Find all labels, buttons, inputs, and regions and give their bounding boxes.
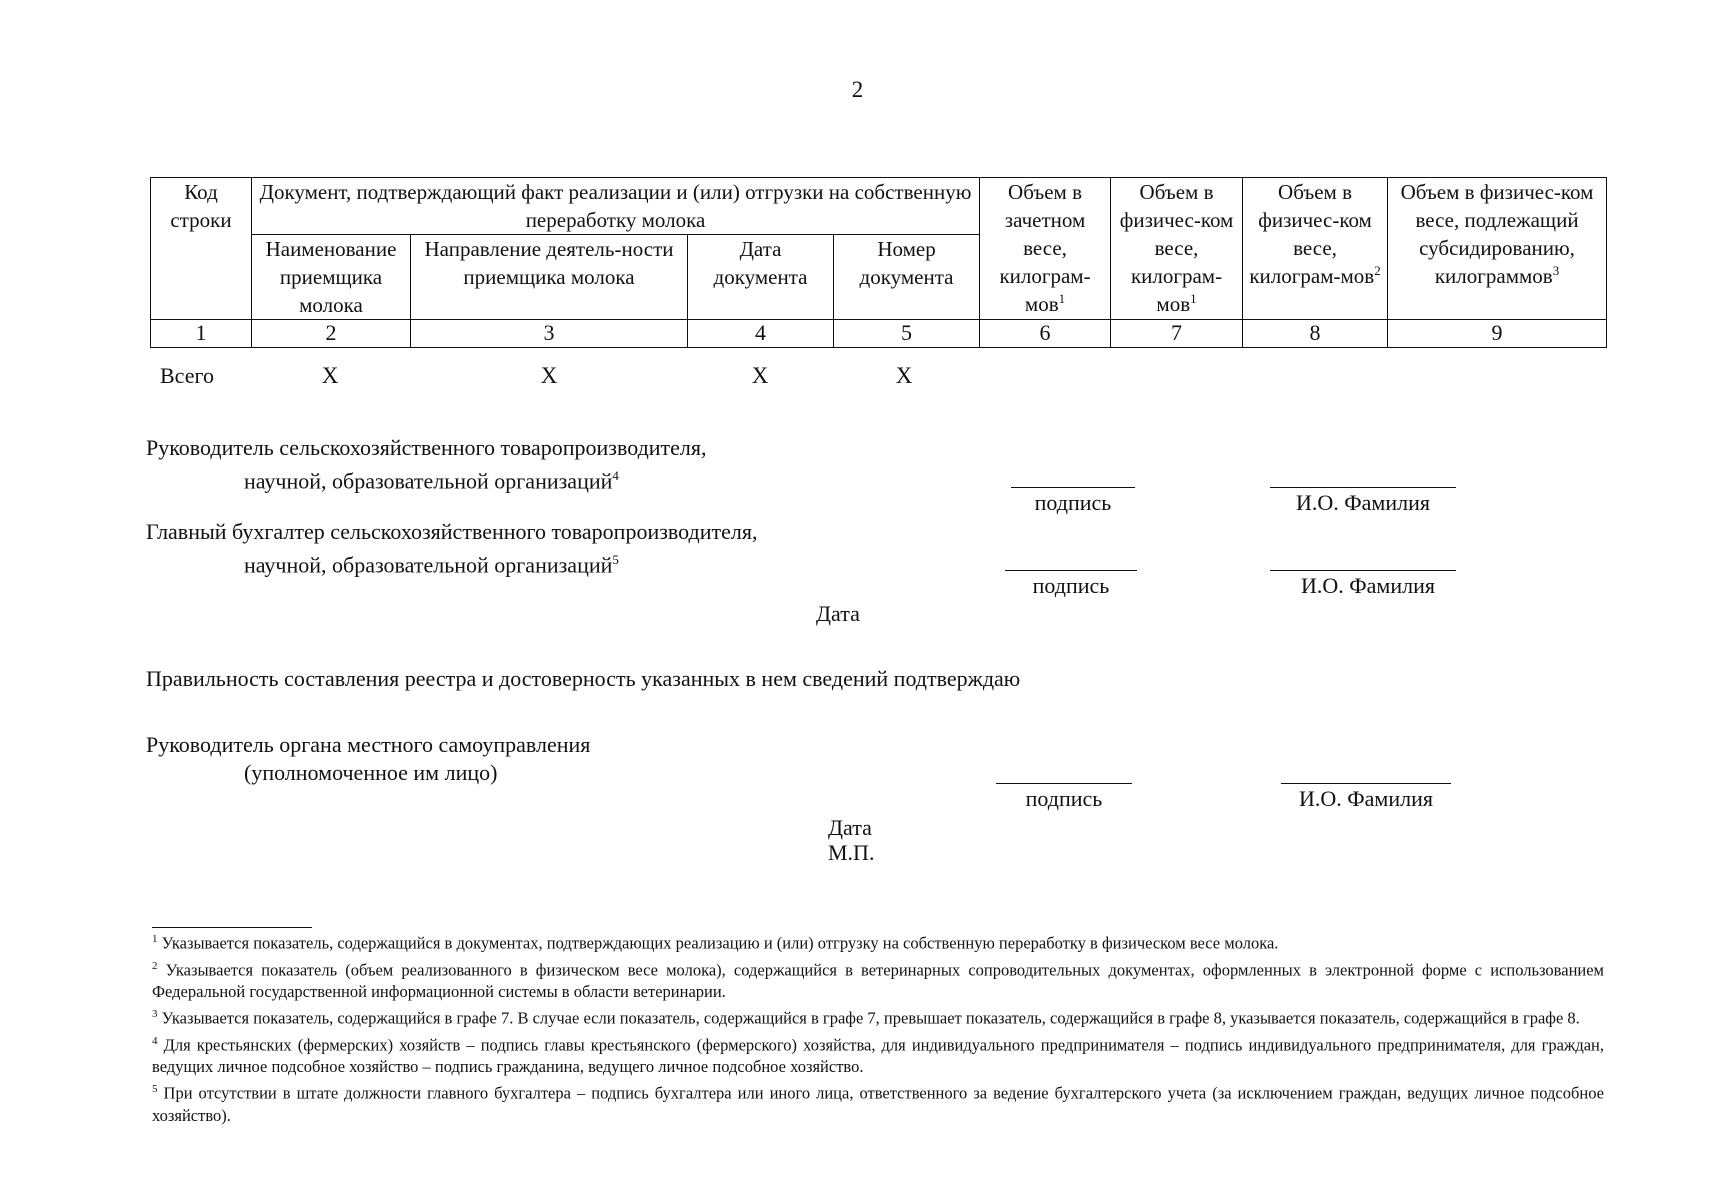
local-gov-date-label: Дата — [828, 815, 872, 840]
accountant-signature-line — [1005, 570, 1137, 571]
col-header-volume-credit: Объем в зачетном весе, килограм-мов$^1$ — [980, 178, 1111, 320]
col-header-code: Код строки — [151, 178, 252, 320]
page-number: 2 — [851, 77, 864, 102]
total-mark: X — [540, 363, 558, 388]
total-label: Всего — [160, 363, 214, 388]
col-header-doc-date: Дата документа — [688, 235, 834, 320]
milk-register-table — [150, 177, 1607, 348]
col-header-buyer-name: Наименование приемщика молока — [252, 235, 411, 320]
column-number: 7 — [1111, 320, 1243, 348]
local-gov-title-line2: (уполномоченное им лицо) — [244, 760, 498, 785]
accountant-name-caption: И.О. Фамилия — [1301, 573, 1435, 598]
head-signature-line — [1011, 487, 1135, 488]
col-header-doc-number: Номер документа — [834, 235, 980, 320]
column-number: 8 — [1243, 320, 1388, 348]
col-header-volume-subsidy: Объем в физичес-ком весе, подлежащий субсидированию, килограммов$^3$ — [1388, 178, 1607, 320]
head-signature-caption: подпись — [1034, 490, 1112, 515]
head-name-caption: И.О. Фамилия — [1296, 490, 1430, 515]
footnote-4: $^4$ Для крестьянских (фермерских) хозяйств – подпись главы крестьянского (фермерского) хозяйства, для индивидуального предпринимателя – подпись индивидуального предпринимателя, для граждан, ведущих личное подсобное хозяйство – подпись гражданина, ведущего личное подсобное хозяйство. — [152, 1034, 1605, 1076]
total-mark: X — [321, 363, 339, 388]
column-number: 6 — [980, 320, 1111, 348]
accountant-title-line1: Главный бухгалтер сельскохозяйственного товаропроизводителя, — [146, 519, 758, 544]
head-title-line2: научной, образовательной организаций$^4$ — [244, 468, 619, 494]
head-name-line — [1270, 487, 1456, 488]
local-gov-title-line1: Руководитель органа местного самоуправления — [146, 732, 591, 757]
total-mark: X — [751, 363, 769, 388]
local-gov-signature-line — [996, 783, 1132, 784]
column-number: 3 — [411, 320, 688, 348]
column-number: 1 — [151, 320, 252, 348]
footnote-1: $^1$ Указывается показатель, содержащийся в документах, подтверждающих реализацию и (или) отгрузку на собственную переработку в физическом весе молока. — [152, 933, 1279, 953]
footnote-5: $^5$ При отсутствии в штате должности главного бухгалтера – подпись бухгалтера или иного лица, ответственного за ведение бухгалтерского учета (за исключением граждан, ведущих личное подсобное хозяйство). — [152, 1083, 1605, 1125]
column-number: 5 — [834, 320, 980, 348]
footnote-2: $^2$ Указывается показатель (объем реализованного в физическом весе молока), содержащийся в ветеринарных сопроводительных документах, оформленных в электронной форме с использованием Федеральной государственной информационной системы в области ветеринарии. — [152, 959, 1604, 1001]
accountant-signature-caption: подпись — [1032, 573, 1110, 598]
col-header-volume-physical-2: Объем в физичес-ком весе, килограм-мов$^2$ — [1243, 178, 1388, 320]
seal-label: М.П. — [828, 840, 875, 865]
local-gov-signature-caption: подпись — [1025, 786, 1103, 811]
total-mark: X — [895, 363, 913, 388]
column-number: 4 — [688, 320, 834, 348]
head-title-line1: Руководитель сельскохозяйственного товаропроизводителя, — [146, 435, 707, 460]
accountant-title-line2: научной, образовательной организаций$^5$ — [244, 552, 619, 578]
footnote-3: $^3$ Указывается показатель, содержащийся в графе 7. В случае если показатель, содержащийся в графе 7, превышает показатель, содержащийся в графе 8, указывается показатель, содержащийся в графе 8. — [152, 1008, 1580, 1028]
column-number: 2 — [252, 320, 411, 348]
confirmation-text: Правильность составления реестра и достоверность указанных в нем сведений подтверждаю — [146, 666, 1021, 691]
accountant-name-line — [1270, 570, 1456, 571]
column-number: 9 — [1388, 320, 1607, 348]
col-header-volume-physical-1: Объем в физичес-ком весе, килограм-мов$^1$ — [1111, 178, 1243, 320]
local-gov-name-line — [1281, 783, 1451, 784]
accountant-date-label: Дата — [816, 601, 860, 626]
footnotes — [152, 928, 1604, 1127]
col-header-document-group: Документ, подтверждающий факт реализации и (или) отгрузки на собственную переработку молока — [252, 178, 980, 235]
col-header-buyer-activity: Направление деятель-ности приемщика молока — [411, 235, 688, 320]
local-gov-name-caption: И.О. Фамилия — [1299, 786, 1433, 811]
